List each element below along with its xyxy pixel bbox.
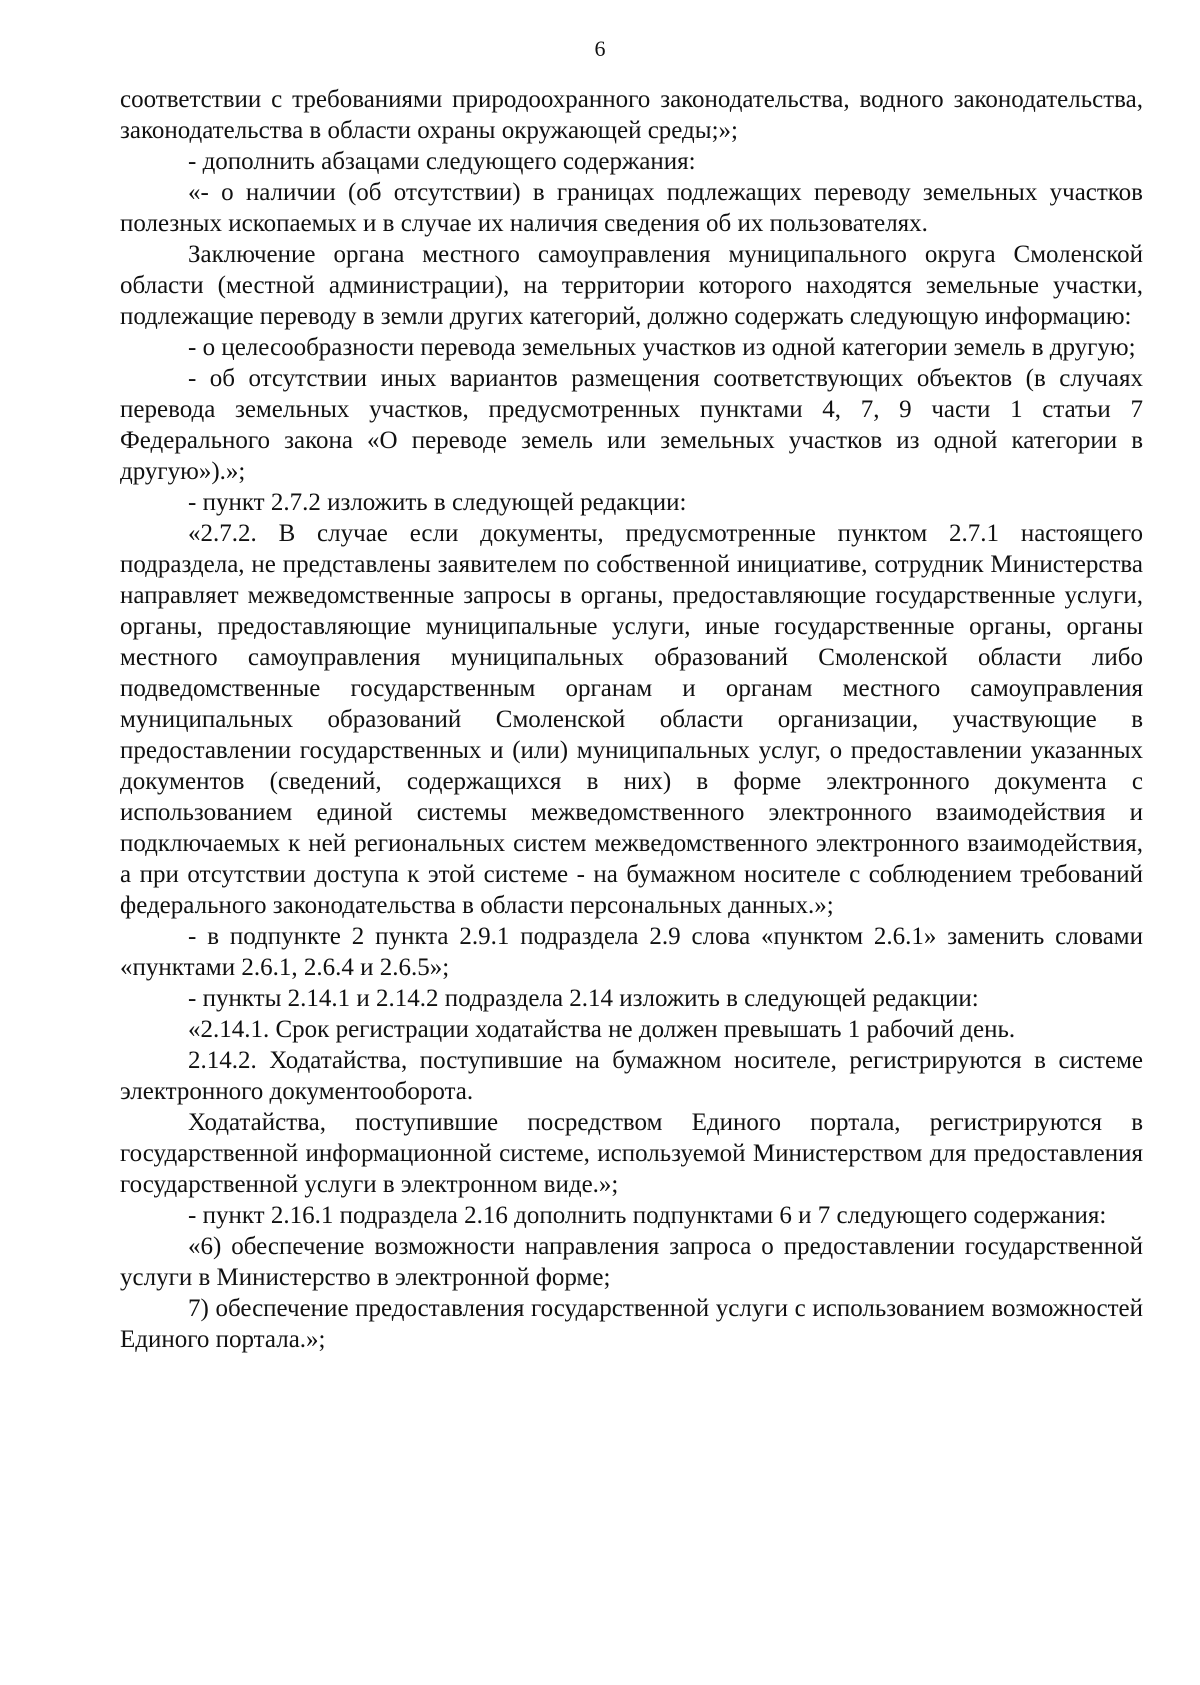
paragraph: «- о наличии (об отсутствии) в границах подлежащих переводу земельных участков полезных ископаемых и в случае их наличия сведения об их пользователях. — [120, 179, 1143, 237]
paragraph: 7) обеспечение предоставления государственной услуги с использованием возможностей Единого портала.»; — [120, 1295, 1143, 1353]
paragraph: «2.14.1. Срок регистрации ходатайства не должен превышать 1 рабочий день. — [188, 1016, 1016, 1043]
paragraph: Ходатайства, поступившие посредством Единого портала, регистрируются в государственной информационной системе, используемой Министерством для предоставления государственной услуги в электронном виде.»; — [120, 1109, 1143, 1198]
paragraph: - пункт 2.16.1 подраздела 2.16 дополнить подпунктами 6 и 7 следующего содержания: — [188, 1202, 1107, 1229]
paragraph: соответствии с требованиями природоохранного законодательства, водного законодательства, законодательства в области охраны окружающей среды;»; — [120, 86, 1143, 144]
paragraph: - об отсутствии иных вариантов размещения соответствующих объектов (в случаях перевода земельных участков, предусмотренных пунктами 4, 7, 9 части 1 статьи 7 Федерального закона «О переводе земель или земельных участков из одной категории в другую»).»; — [120, 365, 1143, 485]
paragraph: «6) обеспечение возможности направления запроса о предоставлении государственной услуги в Министерство в электронной форме; — [120, 1233, 1143, 1291]
paragraph: - в подпункте 2 пункта 2.9.1 подраздела 2.9 слова «пунктом 2.6.1» заменить словами «пунктами 2.6.1, 2.6.4 и 2.6.5»; — [120, 923, 1143, 981]
paragraph: «2.7.2. В случае если документы, предусмотренные пунктом 2.7.1 настоящего подраздела, не представлены заявителем по собственной инициативе, сотрудник Министерства направляет межведомственные запросы в органы, предоставляющие государственные услуги, органы, предоставляющие муниципальные услуги, иные государственные органы, органы местного самоуправления муниципальных образований Смоленской области либо подведомственные государственным органам и органам местного самоуправления муниципальных образований Смоленской области организации, участвующие в предоставлении государственных и (или) муниципальных услуг, о предоставлении указанных документов (сведений, содержащихся в них) в форме электронного документа с использованием единой системы межведомственного электронного взаимодействия и подключаемых к ней региональных систем межведомственного электронного взаимодействия, а при отсутствии доступа к этой системе - на бумажном носителе с соблюдением требований федерального законодательства в области персональных данных.»; — [120, 520, 1143, 919]
page-number: 6 — [594, 36, 606, 61]
paragraph: - пункты 2.14.1 и 2.14.2 подраздела 2.14 изложить в следующей редакции: — [188, 985, 979, 1012]
paragraph: - пункт 2.7.2 изложить в следующей редакции: — [188, 489, 687, 516]
paragraph: - о целесообразности перевода земельных участков из одной категории земель в другую; — [188, 334, 1136, 361]
document-body — [120, 84, 1143, 1355]
paragraph: - дополнить абзацами следующего содержания: — [188, 148, 696, 175]
paragraph: 2.14.2. Ходатайства, поступившие на бумажном носителе, регистрируются в системе электронного документооборота. — [120, 1047, 1143, 1105]
paragraph: Заключение органа местного самоуправления муниципального округа Смоленской области (местной администрации), на территории которого находятся земельные участки, подлежащие переводу в земли других категорий, должно содержать следующую информацию: — [120, 241, 1143, 330]
